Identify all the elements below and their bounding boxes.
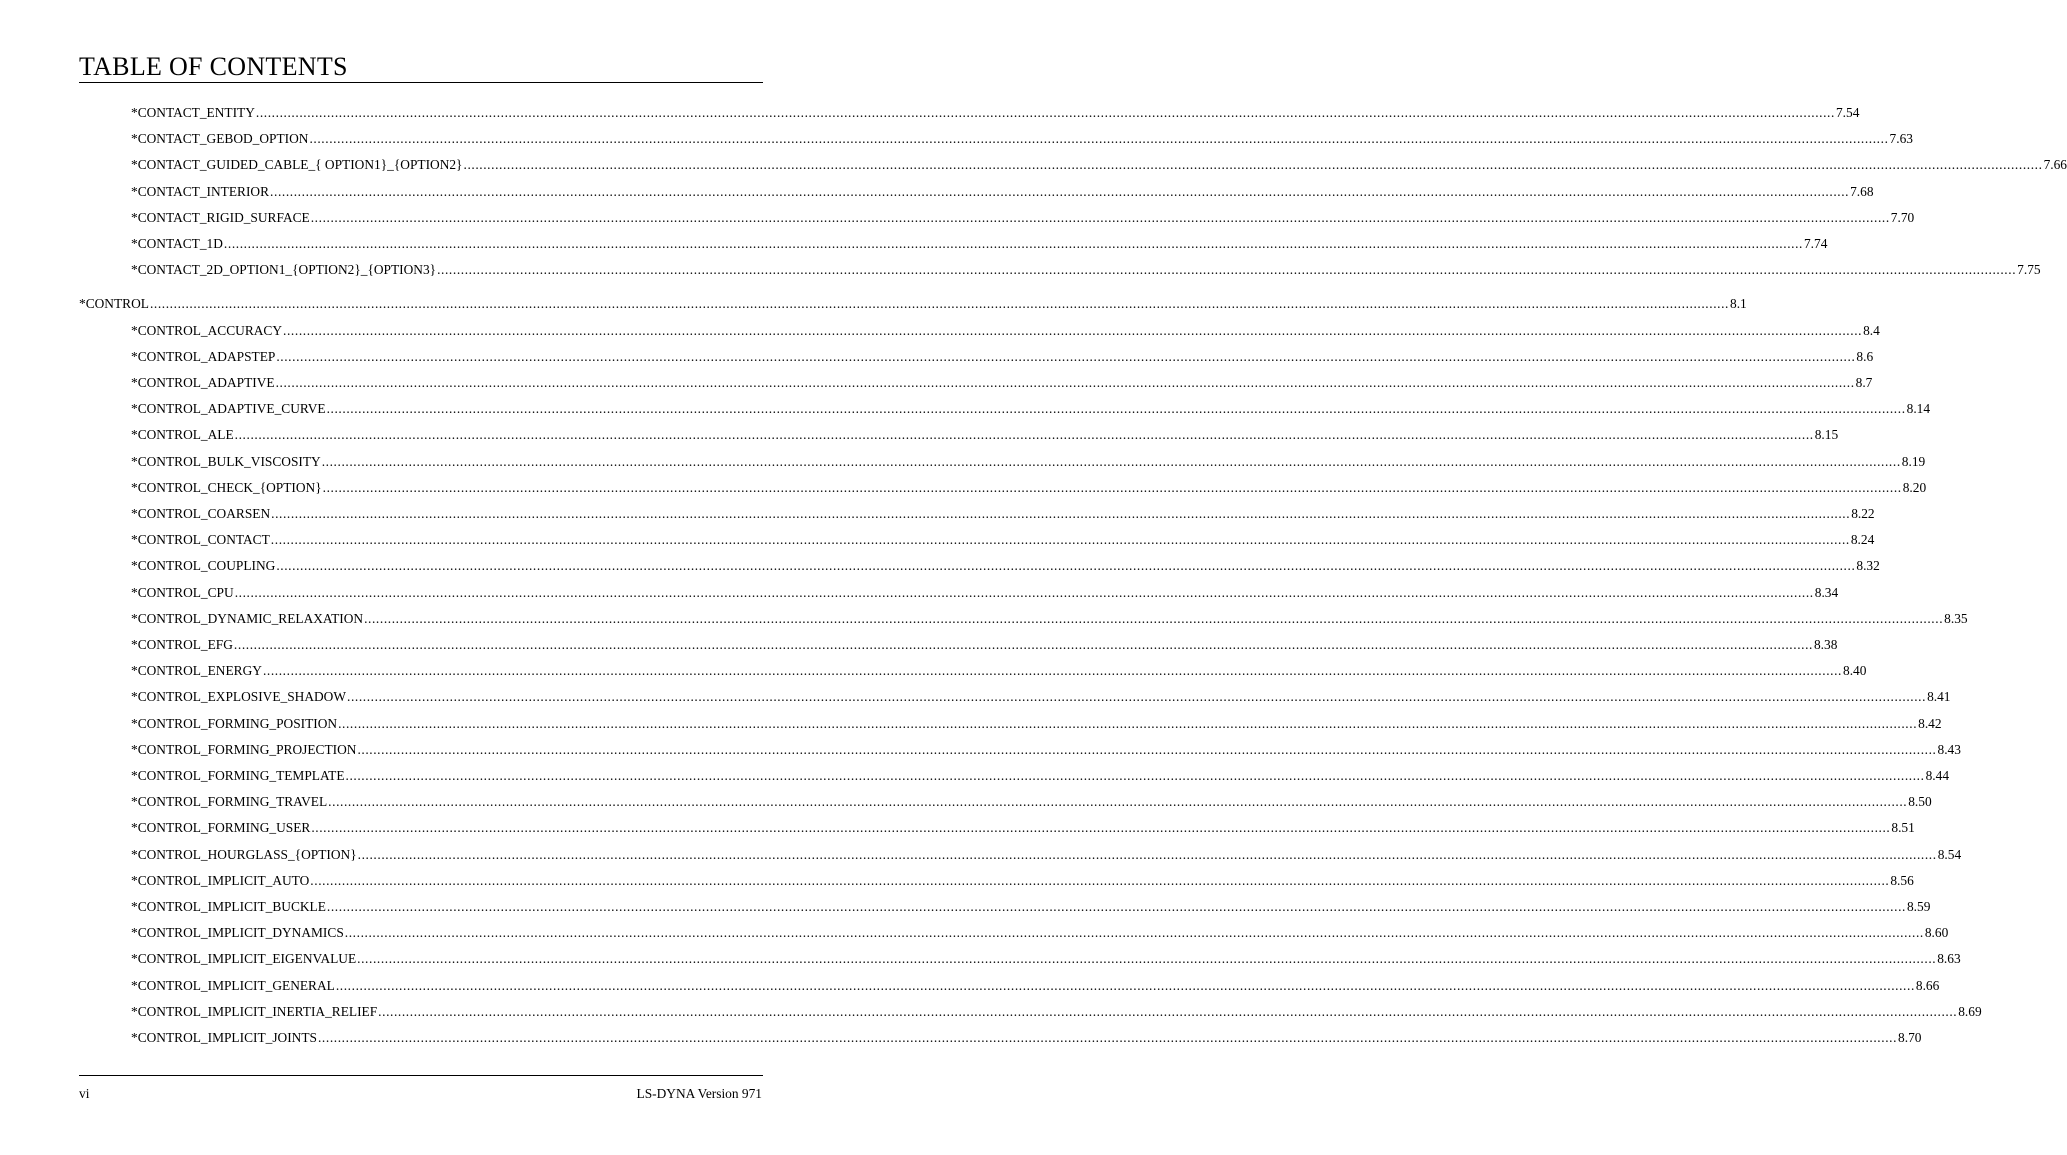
- toc-entry-label: *CONTROL_COUPLING: [131, 558, 276, 574]
- toc-entry[interactable]: [131, 531, 1875, 549]
- dot-leader: ................................................................................................................................................................................................................................................................................................................................................................................................................: [364, 610, 1944, 626]
- dot-leader: ................................................................................................................................................................................................................................................................................................................................................................................................................: [270, 532, 1850, 548]
- dot-leader: ................................................................................................................................................................................................................................................................................................................................................................................................................: [321, 453, 1901, 469]
- toc-entry[interactable]: [131, 950, 1961, 968]
- dot-leader: ................................................................................................................................................................................................................................................................................................................................................................................................................: [311, 820, 1891, 836]
- toc-entry[interactable]: [131, 688, 1951, 706]
- toc-entry[interactable]: [131, 924, 1949, 942]
- toc-entry-label: *CONTROL_FORMING_TRAVEL: [131, 794, 328, 810]
- toc-entry-page: 8.40: [1843, 663, 1867, 679]
- toc-entry[interactable]: [131, 183, 1874, 201]
- toc-entry-label: *CONTROL_FORMING_POSITION: [131, 715, 338, 731]
- toc-entry[interactable]: [131, 104, 1860, 122]
- toc-entry-page: 8.70: [1898, 1030, 1922, 1045]
- toc-entry[interactable]: [131, 348, 1874, 366]
- dot-leader: ................................................................................................................................................................................................................................................................................................................................................................................................................: [328, 794, 1908, 810]
- toc-entry-page: 8.7: [1855, 375, 1873, 390]
- toc-entry-page: 7.68: [1850, 183, 1874, 199]
- toc-entry-label: *CONTROL_IMPLICIT_INERTIA_RELIEF: [131, 1003, 378, 1019]
- toc-entry-label: *CONTROL_ADAPSTEP: [131, 348, 276, 364]
- toc-entry-page: 8.59: [1906, 899, 1931, 914]
- dot-leader: ................................................................................................................................................................................................................................................................................................................................................................................................................: [326, 899, 1906, 914]
- dot-leader: ................................................................................................................................................................................................................................................................................................................................................................................................................: [234, 584, 1814, 600]
- toc-entry-label: *CONTROL_FORMING_TEMPLATE: [131, 768, 345, 783]
- toc-entry[interactable]: [131, 479, 1927, 497]
- toc-entry-label: *CONTROL_IMPLICIT_JOINTS: [131, 1030, 317, 1045]
- toc-entry-label: *CONTROL_BULK_VISCOSITY: [131, 453, 321, 469]
- toc-entry-label: *CONTROL_CONTACT: [131, 532, 270, 548]
- toc-entry-label: *CONTROL_EXPLOSIVE_SHADOW: [131, 689, 346, 705]
- dot-leader: ................................................................................................................................................................................................................................................................................................................................................................................................................: [275, 375, 1855, 390]
- toc-entry[interactable]: [131, 1003, 1982, 1021]
- dot-leader: ................................................................................................................................................................................................................................................................................................................................................................................................................: [322, 479, 1902, 495]
- toc-entry-label: *CONTROL_HOURGLASS_{OPTION}: [131, 846, 357, 862]
- toc-entry-page: 8.20: [1902, 479, 1927, 495]
- toc-entry-page: 8.43: [1937, 741, 1961, 757]
- toc-entry-label: *CONTROL_IMPLICIT_DYNAMICS: [131, 925, 344, 941]
- toc-entry[interactable]: [131, 584, 1839, 602]
- toc-entry[interactable]: [131, 156, 2067, 174]
- toc-entry-label: *CONTACT_INTERIOR: [131, 183, 270, 199]
- dot-leader: ................................................................................................................................................................................................................................................................................................................................................................................................................: [262, 663, 1842, 679]
- toc-entry-label: *CONTROL_CHECK_{OPTION}: [131, 479, 322, 495]
- toc-entry-label: *CONTROL_ADAPTIVE: [131, 375, 275, 390]
- toc-entry[interactable]: [131, 819, 1915, 837]
- dot-leader: ................................................................................................................................................................................................................................................................................................................................................................................................................: [233, 637, 1813, 652]
- toc-entry-label: *CONTROL_IMPLICIT_BUCKLE: [131, 899, 326, 914]
- toc-entry-label: *CONTACT_GEBOD_OPTION: [131, 131, 309, 147]
- dot-leader: ................................................................................................................................................................................................................................................................................................................................................................................................................: [347, 689, 1927, 705]
- toc-entry-page: 8.38: [1813, 637, 1838, 652]
- dot-leader: ................................................................................................................................................................................................................................................................................................................................................................................................................: [378, 1003, 1958, 1019]
- toc-entry-label: *CONTROL_CPU: [131, 584, 234, 600]
- dot-leader: ................................................................................................................................................................................................................................................................................................................................................................................................................: [357, 846, 1937, 862]
- toc-entry-page: 7.66: [2043, 157, 2067, 173]
- toc-entry-page: 8.1: [1730, 296, 1747, 312]
- toc-entry[interactable]: [131, 261, 2041, 279]
- toc-entry-page: 8.34: [1814, 584, 1839, 600]
- toc-entry[interactable]: [131, 636, 1838, 654]
- toc-entry-page: 8.56: [1890, 872, 1914, 888]
- dot-leader: ................................................................................................................................................................................................................................................................................................................................................................................................................: [345, 768, 1925, 783]
- toc-entry-page: 7.75: [2017, 262, 2041, 278]
- footer-rule: [79, 1075, 763, 1076]
- toc-entry-page: 8.35: [1944, 610, 1968, 626]
- toc-entry-label: *CONTACT_GUIDED_CABLE_{ OPTION1}_{OPTION2}: [131, 157, 463, 173]
- toc-entry-page: 8.54: [1937, 846, 1962, 862]
- toc-entry-page: 8.42: [1918, 715, 1942, 731]
- dot-leader: ................................................................................................................................................................................................................................................................................................................................................................................................................: [223, 236, 1803, 251]
- toc-entry-label: *CONTROL_IMPLICIT_GENERAL: [131, 977, 335, 993]
- toc-entry-page: 7.54: [1835, 105, 1860, 120]
- toc-entry-label: *CONTROL_EFG: [131, 637, 233, 652]
- toc-entry[interactable]: [131, 977, 1940, 995]
- toc-entry[interactable]: [131, 557, 1880, 575]
- toc-entry[interactable]: [131, 767, 1950, 785]
- toc-entry[interactable]: [131, 662, 1867, 680]
- header-rule: [79, 82, 763, 83]
- toc-entry-label: *CONTROL_ACCURACY: [131, 322, 283, 338]
- dot-leader: ................................................................................................................................................................................................................................................................................................................................................................................................................: [437, 262, 2017, 278]
- dot-leader: ................................................................................................................................................................................................................................................................................................................................................................................................................: [149, 296, 1729, 312]
- dot-leader: ................................................................................................................................................................................................................................................................................................................................................................................................................: [234, 427, 1814, 443]
- dot-leader: ................................................................................................................................................................................................................................................................................................................................................................................................................: [276, 558, 1856, 574]
- toc-entry-label: *CONTROL_IMPLICIT_EIGENVALUE: [131, 951, 357, 967]
- footer-page-number: vi: [79, 1086, 90, 1101]
- dot-leader: ................................................................................................................................................................................................................................................................................................................................................................................................................: [283, 322, 1863, 338]
- toc-entry-page: 7.74: [1803, 236, 1828, 251]
- toc-entry[interactable]: [131, 715, 1942, 733]
- dot-leader: ................................................................................................................................................................................................................................................................................................................................................................................................................: [317, 1030, 1898, 1045]
- toc-entry-label: *CONTROL_ENERGY: [131, 663, 262, 679]
- dot-leader: ................................................................................................................................................................................................................................................................................................................................................................................................................: [326, 401, 1906, 417]
- toc-entry-label: *CONTROL_IMPLICIT_AUTO: [131, 872, 310, 888]
- dot-leader: ................................................................................................................................................................................................................................................................................................................................................................................................................: [271, 506, 1851, 521]
- toc-entry[interactable]: [131, 400, 1931, 418]
- dot-leader: ................................................................................................................................................................................................................................................................................................................................................................................................................: [276, 348, 1856, 364]
- dot-leader: ................................................................................................................................................................................................................................................................................................................................................................................................................: [255, 105, 1835, 120]
- toc-entry-page: 8.50: [1908, 794, 1932, 810]
- toc-entry-page: 8.69: [1958, 1003, 1982, 1019]
- toc-entry[interactable]: [131, 209, 1915, 227]
- dot-leader: ................................................................................................................................................................................................................................................................................................................................................................................................................: [270, 183, 1850, 199]
- toc-entry-page: 8.6: [1856, 348, 1874, 364]
- toc-entry-label: *CONTROL_ADAPTIVE_CURVE: [131, 401, 326, 417]
- toc-entry[interactable]: [131, 505, 1875, 523]
- toc-entry[interactable]: [131, 846, 1962, 864]
- toc-entry[interactable]: [131, 741, 1961, 759]
- toc-entry-page: 8.15: [1814, 427, 1839, 443]
- toc-entry-label: *CONTROL: [79, 296, 149, 312]
- toc-entry[interactable]: [131, 1029, 1922, 1047]
- dot-leader: ................................................................................................................................................................................................................................................................................................................................................................................................................: [309, 131, 1889, 147]
- toc-entry-label: *CONTROL_COARSEN: [131, 506, 271, 521]
- toc-entry-label: *CONTROL_FORMING_PROJECTION: [131, 741, 357, 757]
- toc-entry[interactable]: [131, 793, 1932, 811]
- toc-entry-page: 7.70: [1890, 209, 1915, 225]
- toc-entry[interactable]: [131, 130, 1913, 148]
- toc-entry[interactable]: [131, 235, 1828, 253]
- toc-entry-label: *CONTACT_RIGID_SURFACE: [131, 209, 310, 225]
- toc-entry[interactable]: [131, 374, 1873, 392]
- toc-entry-page: 8.51: [1891, 820, 1915, 836]
- toc-entry[interactable]: [131, 322, 1880, 340]
- toc-entry-page: 8.19: [1901, 453, 1926, 469]
- dot-leader: ................................................................................................................................................................................................................................................................................................................................................................................................................: [310, 872, 1890, 888]
- toc-entry-page: 7.63: [1889, 131, 1913, 147]
- toc-entry-label: *CONTROL_DYNAMIC_RELAXATION: [131, 610, 364, 626]
- toc-entry-page: 8.44: [1925, 768, 1950, 783]
- toc-entry[interactable]: [131, 872, 1914, 890]
- toc-entry-page: 8.14: [1906, 401, 1931, 417]
- toc-entry-label: *CONTROL_FORMING_USER: [131, 820, 311, 836]
- toc-entry-label: *CONTROL_ALE: [131, 427, 234, 443]
- toc-entry[interactable]: [131, 610, 1968, 628]
- toc-entry[interactable]: [131, 426, 1839, 444]
- toc-entry-page: 8.60: [1924, 925, 1949, 941]
- toc-section-entry[interactable]: [79, 295, 1747, 313]
- dot-leader: ................................................................................................................................................................................................................................................................................................................................................................................................................: [357, 951, 1937, 967]
- toc-entry-label: *CONTACT_2D_OPTION1_{OPTION2}_{OPTION3}: [131, 262, 437, 278]
- dot-leader: ................................................................................................................................................................................................................................................................................................................................................................................................................: [344, 925, 1924, 941]
- dot-leader: ................................................................................................................................................................................................................................................................................................................................................................................................................: [338, 715, 1918, 731]
- page-title: TABLE OF CONTENTS: [79, 52, 348, 81]
- toc-entry-page: 8.63: [1937, 951, 1961, 967]
- toc-entry-page: 8.41: [1927, 689, 1951, 705]
- toc-entry-label: *CONTACT_1D: [131, 236, 223, 251]
- toc-entry-page: 8.4: [1863, 322, 1880, 338]
- toc-entry-label: *CONTACT_ENTITY: [131, 105, 255, 120]
- dot-leader: ................................................................................................................................................................................................................................................................................................................................................................................................................: [357, 741, 1937, 757]
- dot-leader: ................................................................................................................................................................................................................................................................................................................................................................................................................: [335, 977, 1915, 993]
- toc-entry-page: 8.22: [1851, 506, 1875, 521]
- toc-entry[interactable]: [131, 453, 1926, 471]
- dot-leader: ................................................................................................................................................................................................................................................................................................................................................................................................................: [310, 209, 1890, 225]
- dot-leader: ................................................................................................................................................................................................................................................................................................................................................................................................................: [463, 157, 2043, 173]
- toc-entry-page: 8.66: [1915, 977, 1940, 993]
- toc-entry[interactable]: [131, 898, 1931, 916]
- toc-entry-page: 8.24: [1850, 532, 1875, 548]
- footer-product-version: LS-DYNA Version 971: [636, 1086, 762, 1101]
- toc-entry-page: 8.32: [1856, 558, 1880, 574]
